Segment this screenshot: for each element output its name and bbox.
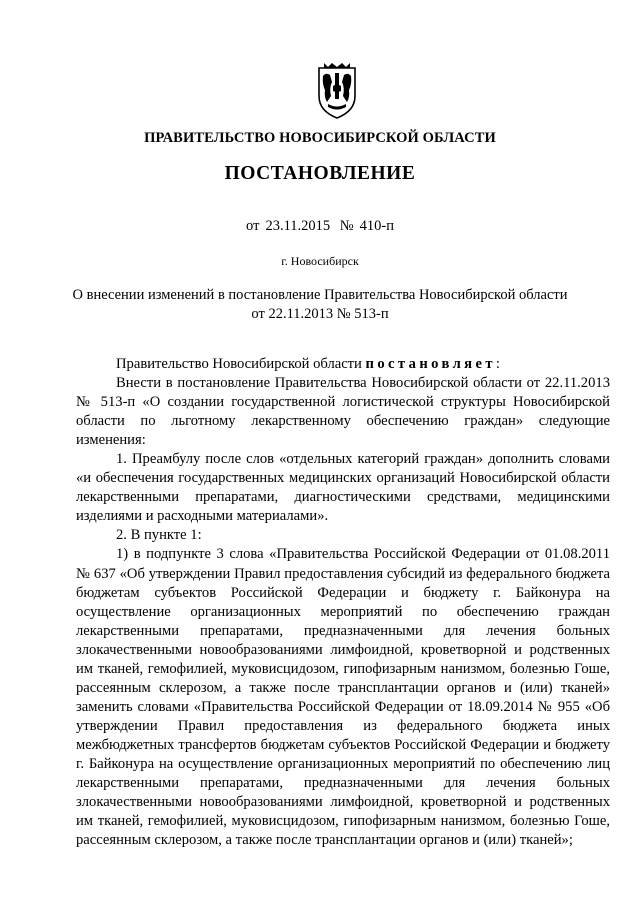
preamble-start: Правительство Новосибирской области [116, 356, 366, 372]
paragraph-amend: Внести в постановление Правительства Новосибирской области от 22.11.2013 № 513-п «О создании государственной логистической структуры Новосибирской области по льготному лекарственному обеспечению граждан» следующие изменения: [76, 375, 610, 449]
document-subject [0, 286, 640, 324]
number-sign: № [339, 218, 354, 234]
subject-line-2: от 22.11.2013 № 513-п [251, 306, 389, 322]
preamble-decree-word: постановляет [365, 356, 496, 372]
document-date-line [0, 218, 640, 235]
document-city: г. Новосибирск [281, 254, 359, 268]
preamble [76, 355, 610, 374]
paragraph-subitem-1: 1) в подпункте 3 слова «Правительства Российской Федерации от 01.08.2011 № 637 «Об утверждении Правил предоставления субсидий из федерального бюджета бюджетам субъектов Российской Федерации и бюджету г. Байконура на осуществление организационных мероприятий по обеспечению граждан лекарственными препаратами, предназначенными для лечения больных злокачественными новообразованиями лимфоидной, кроветворной и родственных им тканей, гемофилией, муковисцидозом, гипофизарным нанизмом, болезнью Гоше, рассеянным склерозом, а также после трансплантации органов и (или) тканей» заменить словами «Правительства Российской Федерации от 18.09.2014 № 955 «Об утверждении Правил предоставления из федерального бюджета иных межбюджетных трансфертов бюджетам субъектов Российской Федерации и бюджету г. Байконура на осуществление организационных мероприятий по обеспечению лиц лекарственными препаратами, предназначенными для лечения больных злокачественными новообразованиями лимфоидной, кроветворной и родственных им тканей, гемофилией, муковисцидозом, гипофизарным нанизмом, болезнью Гоше, рассеянным склерозом, а также после трансплантации органов и (или) тканей»; [76, 546, 610, 849]
document-type-title: ПОСТАНОВЛЕНИЕ [224, 163, 416, 184]
paragraph-item-2: 2. В пункте 1: [116, 527, 202, 544]
date-prefix: от [246, 218, 260, 234]
document-number: 410-п [359, 218, 394, 234]
paragraph-item-1: 1. Преамбулу после слов «отдельных категорий граждан» дополнить словами «и обеспечения государственных медицинских организаций Новосибирской области лекарственными препаратами, диагностическими средствами, медицинскими изделиями и расходными материалами». [76, 451, 610, 525]
subject-line-1: О внесении изменений в постановление Правительства Новосибирской области [72, 287, 568, 303]
document-date: 23.11.2015 [265, 218, 331, 234]
organization-title: ПРАВИТЕЛЬСТВО НОВОСИБИРСКОЙ ОБЛАСТИ [144, 130, 496, 146]
preamble-end: : [495, 356, 500, 372]
coat-of-arms-icon [316, 62, 358, 120]
document-body [76, 355, 610, 850]
